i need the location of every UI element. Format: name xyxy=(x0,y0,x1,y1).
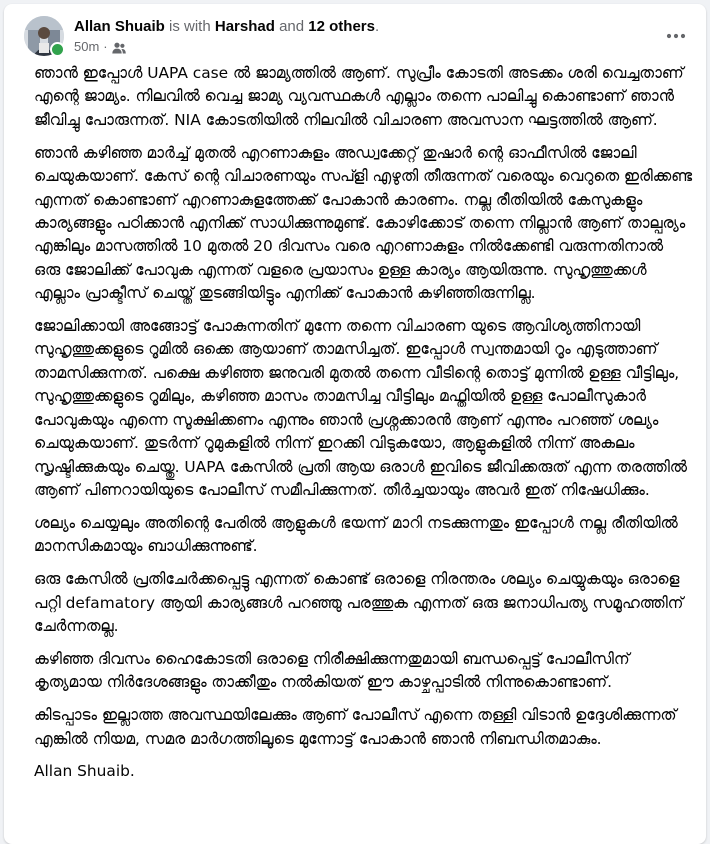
tagged-person-link[interactable]: Harshad xyxy=(214,18,275,35)
post-paragraph: കിടപ്പാടം ഇല്ലാത്ത അവസ്ഥയിലേക്കും ആണ് പോലീസ് എന്നെ തള്ളി വിടാൻ ഉദ്ദേശിക്കുന്നത് എങ്കിൽ നിയമ, സമര മാർഗത്തിലൂടെ മുന്നോട്ട് പോകാൻ ഞാൻ നിബന്ധിതമാകും. xyxy=(34,706,677,748)
three-dots-icon xyxy=(666,33,686,39)
post-signature: Allan Shuaib. xyxy=(34,762,135,781)
post-paragraph: ഒരു കേസിൽ പ്രതിചേർക്കപ്പെട്ടു എന്നത് കൊണ്ട് ഒരാളെ നിരന്തരം ശല്യം ചെയ്യുകയും ഒരാളെ പറ്റി defamatory ആയി കാര്യങ്ങൾ പറഞ്ഞു പരത്തുക എന്നത് ഒരു ജനാധിപത്യ സമൂഹത്തിന് ചേർന്നതല്ല. xyxy=(34,570,684,635)
post-timestamp-link[interactable]: 50m xyxy=(74,39,100,54)
post-card xyxy=(4,4,706,844)
online-status-dot xyxy=(50,42,65,57)
post-paragraph: ശല്യം ചെയ്യലും അതിന്റെ പേരിൽ ആളുകൾ ഭയന്ന് മാറി നടക്കുന്നതും ഇപ്പോൾ നല്ല രീതിയിൽ മാനസികമായും ബാധിക്കുന്നുണ്ട്. xyxy=(34,513,678,556)
and-text: and xyxy=(279,18,305,35)
post-paragraph: ജോലിക്കായി അങ്ങോട്ട് പോകുന്നതിന് മുന്നേ തന്നെ വിചാരണ യുടെ ആവിശ്യത്തിനായി സുഹൃത്തുക്കളുടെ റൂമിൽ ഒക്കെ ആയാണ് താമസിച്ചത്. ഇപ്പോൾ സ്വന്തമായി റൂം എടുത്താണ് താമസിക്കുന്നത്. പക്ഷെ കഴിഞ്ഞ ജനുവരി മുതൽ തന്നെ വീടിന്റെ തൊട്ട് മുന്നിൽ ഉള്ള വീട്ടിലും, സുഹൃത്തുക്കളുടെ റൂമിലും, കഴിഞ്ഞ മാസം താമസിച്ച വീട്ടിലും മഫ്തിയിൽ ഉള്ള പോലീസുകാർ പോവുകയും എന്നെ സൂക്ഷിക്കണം എന്നും ഞാൻ പ്രശ്നക്കാരൻ ആണ് എന്നും പറഞ്ഞ് ശല്യം ചെയുകയാണ്. തുടർന്ന് റൂമുകളിൽ നിന്ന് ഇറക്കി വിടുകയോ, ആളുകളിൽ നിന്ന് അകലം സൃഷ്ടിക്കുകയും ചെയ്തു. UAPA കേസിൽ പ്രതി ആയ ഒരാൾ ഇവിടെ ജീവിക്കരുത് എന്ന തരത്തിൽ ആണ് പിണറായിയുടെ പോലീസ് സമീപിക്കുന്നത്. തീർച്ചയായും അവർ ഇത് നിഷേധിക്കും. xyxy=(34,317,687,499)
is-with-text: is with xyxy=(169,18,211,35)
more-options-button[interactable] xyxy=(660,20,692,52)
post-paragraph: ഞാൻ കഴിഞ്ഞ മാർച്ച് മുതൽ എറണാകുളം അഡ്വക്കേറ്റ് തുഷാർ ന്റെ ഓഫീസിൽ ജോലി ചെയുകയാണ്. കേസ് ന്റെ വിചാരണയും സപ്ളി എഴുതി തീരുന്നത് വരെയും വെറുതെ ഇരിക്കണ്ട എന്നത് കൊണ്ടാണ് എറണാകുളത്തേക്ക് പോകാൻ കാരണം. നല്ല രീതിയിൽ കേസുകളും കാര്യങ്ങളും പഠിക്കാൻ എനിക്ക് സാധിക്കുന്നുമുണ്ട്. കോഴിക്കോട് തന്നെ നില്ലാൻ ആണ് താല്പര്യം എങ്കിലും മാസത്തിൽ 10 മുതൽ 20 ദിവസം വരെ എറണാകുളം നിൽക്കേണ്ടി വരുന്നതിനാൽ ഒരു ജോലിക്ക് പോവുക എന്നത് വളരെ പ്രയാസം ഉള്ള കാര്യം ആയിരുന്നു. സുഹൃത്തുക്കൾ എല്ലാം പ്രാക്ടീസ് ചെയ്ത് തുടങ്ങിയിട്ടും എനിക്ക് പോകാൻ കഴിഞ്ഞിരുന്നില്ല. xyxy=(34,143,692,303)
separator-dot: · xyxy=(103,39,108,54)
period-text: . xyxy=(374,18,380,35)
author-line xyxy=(74,17,654,36)
post-header xyxy=(24,14,694,58)
post-subline xyxy=(74,38,654,55)
author-name-link[interactable]: Allan Shuaib xyxy=(74,18,165,35)
avatar[interactable] xyxy=(24,16,64,56)
post-paragraph: ഞാൻ ഇപ്പോൾ UAPA case ൽ ജാമ്യത്തിൽ ആണ്. സുപ്രീം കോടതി അടക്കം ശരി വെച്ചതാണ് എന്റെ ജാമ്യം. നിലവിൽ വെച്ച ജാമ്യ വ്യവസ്ഥകൾ എല്ലാം തന്നെ പാലിച്ചു കൊണ്ടാണ് ഞാൻ ജീവിച്ചു പോരുന്നത്. NIA കോടതിയിൽ നിലവിൽ വിചാരണ അവസാന ഘട്ടത്തിൽ ആണ്. xyxy=(34,64,684,129)
friends-icon[interactable] xyxy=(112,41,126,53)
tagged-others-link[interactable]: 12 others xyxy=(308,18,375,35)
post-text xyxy=(34,62,694,793)
post-paragraph: കഴിഞ്ഞ ദിവസം ഹൈകോടതി ഒരാളെ നിരീക്ഷിക്കുന്നതുമായി ബന്ധപ്പെട്ട് പോലീസിന് കൃത്യമായ നിർദേശങ്ങളും താക്കീതും നൽകിയത് ഈ കാഴ്ചപ്പാടിൽ നിന്നുകൊണ്ടാണ്. xyxy=(34,649,630,692)
post-meta xyxy=(74,17,654,55)
